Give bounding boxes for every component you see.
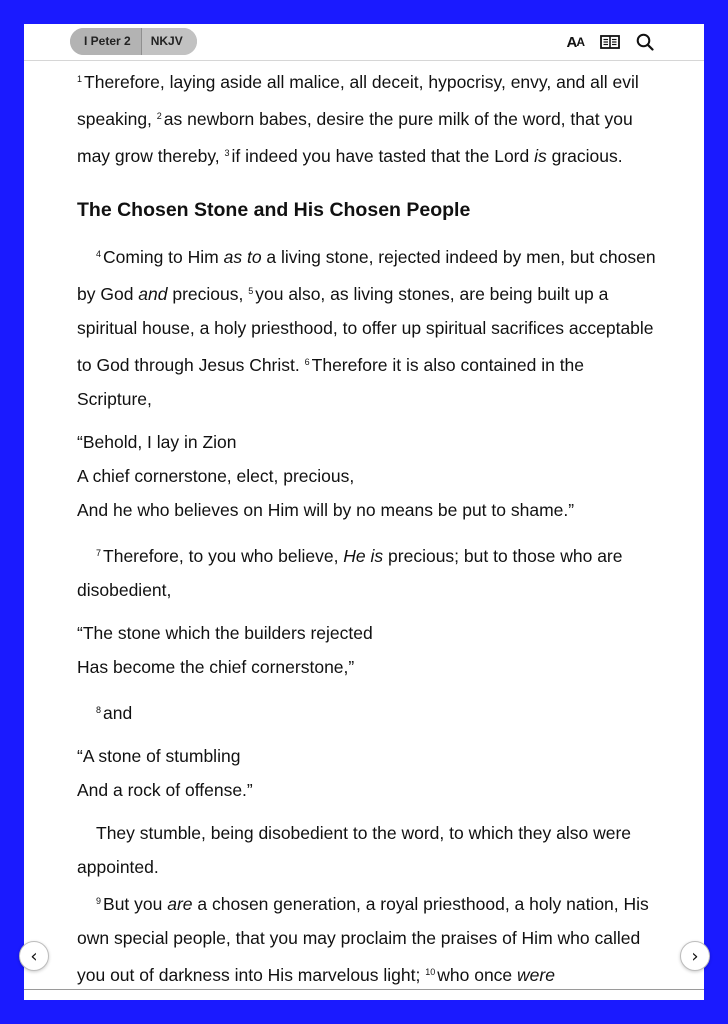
verse-text: precious, [167, 284, 249, 304]
poetry-line: And he who believes on Him will by no means be put to shame.” [77, 500, 575, 520]
poetry-line: “The stone which the builders rejected [77, 623, 373, 643]
italic-text: is [534, 146, 547, 166]
verse-text: who once [437, 965, 518, 985]
verse-number: 3 [224, 148, 230, 158]
paragraph-verse-7 [77, 536, 657, 607]
paragraph-verse-8 [77, 693, 657, 730]
verse-number: 10 [425, 967, 436, 977]
italic-text: are [167, 894, 193, 914]
italic-text: He is [343, 546, 384, 566]
chevron-left-icon: ‹ [30, 945, 38, 967]
reference-button[interactable]: I Peter 2 [70, 28, 141, 55]
verse-text: as newborn babes, desire the pure milk of the word, that you may grow thereby, [77, 109, 633, 166]
verse-text: a living stone, rejected indeed by men, but chosen by God [77, 247, 656, 304]
book-icon[interactable] [600, 30, 620, 54]
verse-text: a chosen generation, a royal priesthood, a holy nation, His own special people, that you may proclaim the praises of Him who called you out of darkness into His marvelous light; [77, 894, 649, 985]
verse-text: if indeed you have tasted that the Lord [231, 146, 535, 166]
verse-number: 1 [77, 74, 83, 84]
verse-text: Coming to Him [103, 247, 224, 267]
italic-text: as to [223, 247, 262, 267]
toolbar-actions [566, 30, 654, 54]
next-chapter-button[interactable] [680, 941, 710, 971]
verse-number: 6 [304, 357, 310, 367]
reader-page [24, 24, 704, 1000]
poetry-block [77, 425, 657, 527]
verse-text: and [103, 703, 133, 723]
italic-text: were [517, 965, 555, 985]
paragraph-verses-1-3 [77, 62, 657, 173]
poetry-line: “A stone of stumbling [77, 746, 241, 766]
version-button[interactable]: NKJV [142, 28, 197, 55]
previous-chapter-button[interactable] [19, 941, 49, 971]
search-icon[interactable] [636, 30, 654, 54]
poetry-block [77, 616, 657, 684]
verse-text: But you [103, 894, 168, 914]
italic-text: and [138, 284, 168, 304]
poetry-line: Has become the chief cornerstone,” [77, 657, 355, 677]
verse-text: you also, as living stones, are being built up a spiritual house, a holy priesthood, to offer up spiritual sacrifices acceptable to God through Jesus Christ. [77, 284, 654, 375]
poetry-line: “Behold, I lay in Zion [77, 432, 237, 452]
passage-selector[interactable] [70, 28, 197, 55]
verse-number: 7 [96, 548, 102, 558]
verse-text: precious; but to those who are disobedient, [77, 546, 623, 600]
verse-number: 5 [248, 286, 254, 296]
passage-text [77, 62, 657, 992]
bottom-divider [24, 989, 704, 990]
chevron-right-icon: › [691, 945, 699, 967]
reader-toolbar [24, 24, 704, 61]
paragraph-verse-8-cont: They stumble, being disobedient to the word, to which they also were appointed. [77, 823, 632, 877]
verse-text: Therefore, to you who believe, [103, 546, 344, 566]
poetry-block [77, 739, 657, 807]
paragraph-verses-9-10 [77, 884, 657, 992]
section-heading: The Chosen Stone and His Chosen People [77, 199, 471, 221]
verse-number: 8 [96, 705, 102, 715]
poetry-line: And a rock of offense.” [77, 780, 253, 800]
verse-number: 9 [96, 896, 102, 906]
verse-text: Therefore it is also contained in the Scripture, [77, 355, 585, 409]
poetry-line: A chief cornerstone, elect, precious, [77, 466, 355, 486]
text-size-icon[interactable]: A A [566, 33, 584, 51]
verse-text: gracious. [546, 146, 623, 166]
verse-text: Therefore, laying aside all malice, all deceit, hypocrisy, envy, and all evil speaking, [77, 72, 639, 129]
paragraph-verses-4-6 [77, 237, 657, 416]
verse-number: 4 [96, 249, 102, 259]
verse-number: 2 [156, 111, 162, 121]
